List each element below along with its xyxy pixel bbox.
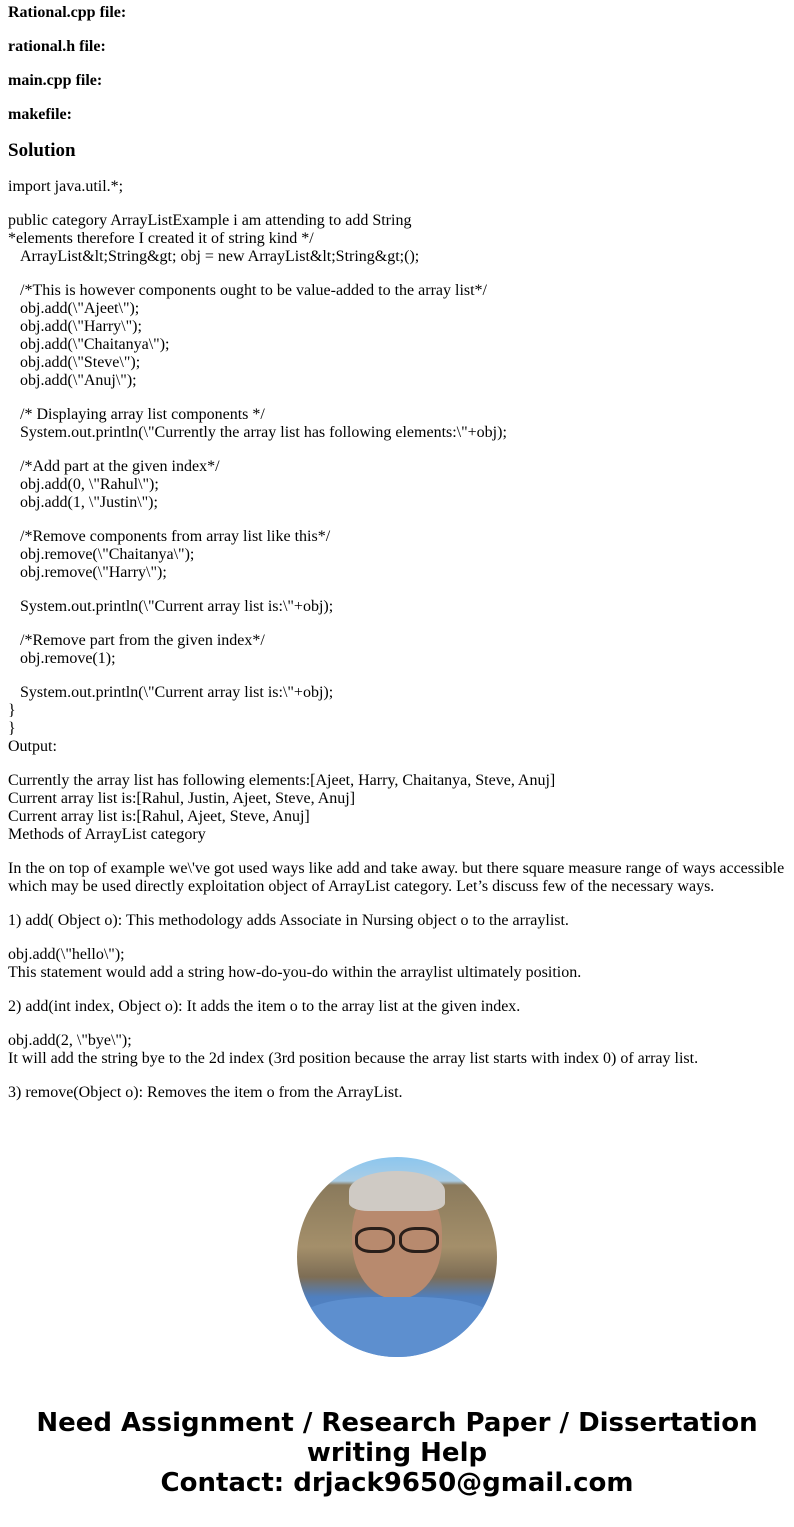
heading-rational-h: rational.h file:: [8, 38, 106, 55]
paragraph: [8, 946, 786, 982]
glasses: [355, 1227, 439, 1249]
paragraph: [8, 282, 786, 390]
paragraph: [8, 912, 786, 930]
contact-banner: [0, 1408, 794, 1498]
banner-contact-email: Contact: drjack9650@gmail.com: [160, 1468, 634, 1498]
text-line: /*Add part at the given index*/: [8, 458, 220, 475]
paragraph: [8, 684, 786, 756]
text-line: System.out.println(\"Currently the array list has following elements:\"+obj);: [8, 424, 507, 441]
paragraph: [8, 598, 786, 616]
text-line: /* Displaying array list components */: [8, 406, 265, 423]
heading-rational-cpp: Rational.cpp file:: [8, 4, 127, 21]
paragraph: [8, 1084, 786, 1102]
author-photo: [297, 1157, 497, 1357]
solution-heading: Solution: [8, 140, 76, 161]
document-body: [0, 4, 794, 1102]
text-line: import java.util.*;: [8, 178, 124, 195]
paragraph: [8, 458, 786, 512]
text-line: Current array list is:[Rahul, Ajeet, Steve, Anuj]: [8, 808, 310, 825]
paragraph: [8, 212, 786, 266]
paragraph: [8, 528, 786, 582]
text-line: }: [8, 702, 16, 719]
solution-content: [8, 178, 789, 1102]
banner-line-1: Need Assignment / Research Paper / Dissertation: [36, 1408, 758, 1438]
paragraph: [8, 860, 789, 896]
text-line: obj.remove(\"Harry\");: [8, 564, 167, 581]
text-line: obj.add(0, \"Rahul\");: [8, 476, 159, 493]
text-line: obj.add(1, \"Justin\");: [8, 494, 158, 511]
text-line: obj.remove(1);: [8, 650, 116, 667]
hair: [349, 1171, 445, 1211]
text-line: obj.add(\"Anuj\");: [8, 372, 137, 389]
text-line: Output:: [8, 738, 57, 755]
text-line: Current array list is:[Rahul, Justin, Ajeet, Steve, Anuj]: [8, 790, 356, 807]
text-line: obj.add(\"Ajeet\");: [8, 300, 140, 317]
text-line: System.out.println(\"Current array list is:\"+obj);: [8, 598, 334, 615]
paragraph: [8, 406, 786, 442]
text-line: }: [8, 720, 16, 737]
paragraph: [8, 1032, 786, 1068]
text-line: ArrayList&lt;String&gt; obj = new ArrayList&lt;String&gt;();: [8, 248, 420, 265]
text-line: obj.add(2, \"bye\");: [8, 1032, 132, 1049]
text-line: public category ArrayListExample i am attending to add String: [8, 212, 412, 229]
text-line: 1) add( Object o): This methodology adds Associate in Nursing object o to the arraylist.: [8, 912, 569, 929]
paragraph: [8, 632, 786, 668]
text-line: In the on top of example we\'ve got used ways like add and take away. but there square measure range of ways accessible which may be used directly exploitation object of ArrayList category. Let’s discuss few of the necessary ways.: [8, 860, 789, 895]
shirt: [297, 1297, 497, 1357]
heading-makefile: makefile:: [8, 106, 72, 123]
text-line: /*Remove components from array list like this*/: [8, 528, 331, 545]
text-line: It will add the string bye to the 2d index (3rd position because the array list starts with index 0) of array list.: [8, 1050, 699, 1067]
text-line: System.out.println(\"Current array list is:\"+obj);: [8, 684, 334, 701]
paragraph: [8, 178, 786, 196]
text-line: obj.add(\"Steve\");: [8, 354, 141, 371]
text-line: This statement would add a string how-do-you-do within the arraylist ultimately position.: [8, 964, 582, 981]
text-line: obj.add(\"Harry\");: [8, 318, 142, 335]
paragraph: [8, 998, 786, 1016]
text-line: /*This is however components ought to be value-added to the array list*/: [8, 282, 487, 299]
text-line: obj.add(\"hello\");: [8, 946, 125, 963]
heading-main-cpp: main.cpp file:: [8, 72, 103, 89]
text-line: /*Remove part from the given index*/: [8, 632, 265, 649]
text-line: *elements therefore I created it of string kind */: [8, 230, 314, 247]
text-line: 2) add(int index, Object o): It adds the item o to the array list at the given index.: [8, 998, 521, 1015]
text-line: Currently the array list has following elements:[Ajeet, Harry, Chaitanya, Steve, Anuj]: [8, 772, 556, 789]
text-line: 3) remove(Object o): Removes the item o from the ArrayList.: [8, 1084, 403, 1101]
text-line: obj.add(\"Chaitanya\");: [8, 336, 170, 353]
text-line: obj.remove(\"Chaitanya\");: [8, 546, 195, 563]
banner-line-2: writing Help: [306, 1438, 488, 1468]
paragraph: [8, 772, 786, 844]
text-line: Methods of ArrayList category: [8, 826, 206, 843]
